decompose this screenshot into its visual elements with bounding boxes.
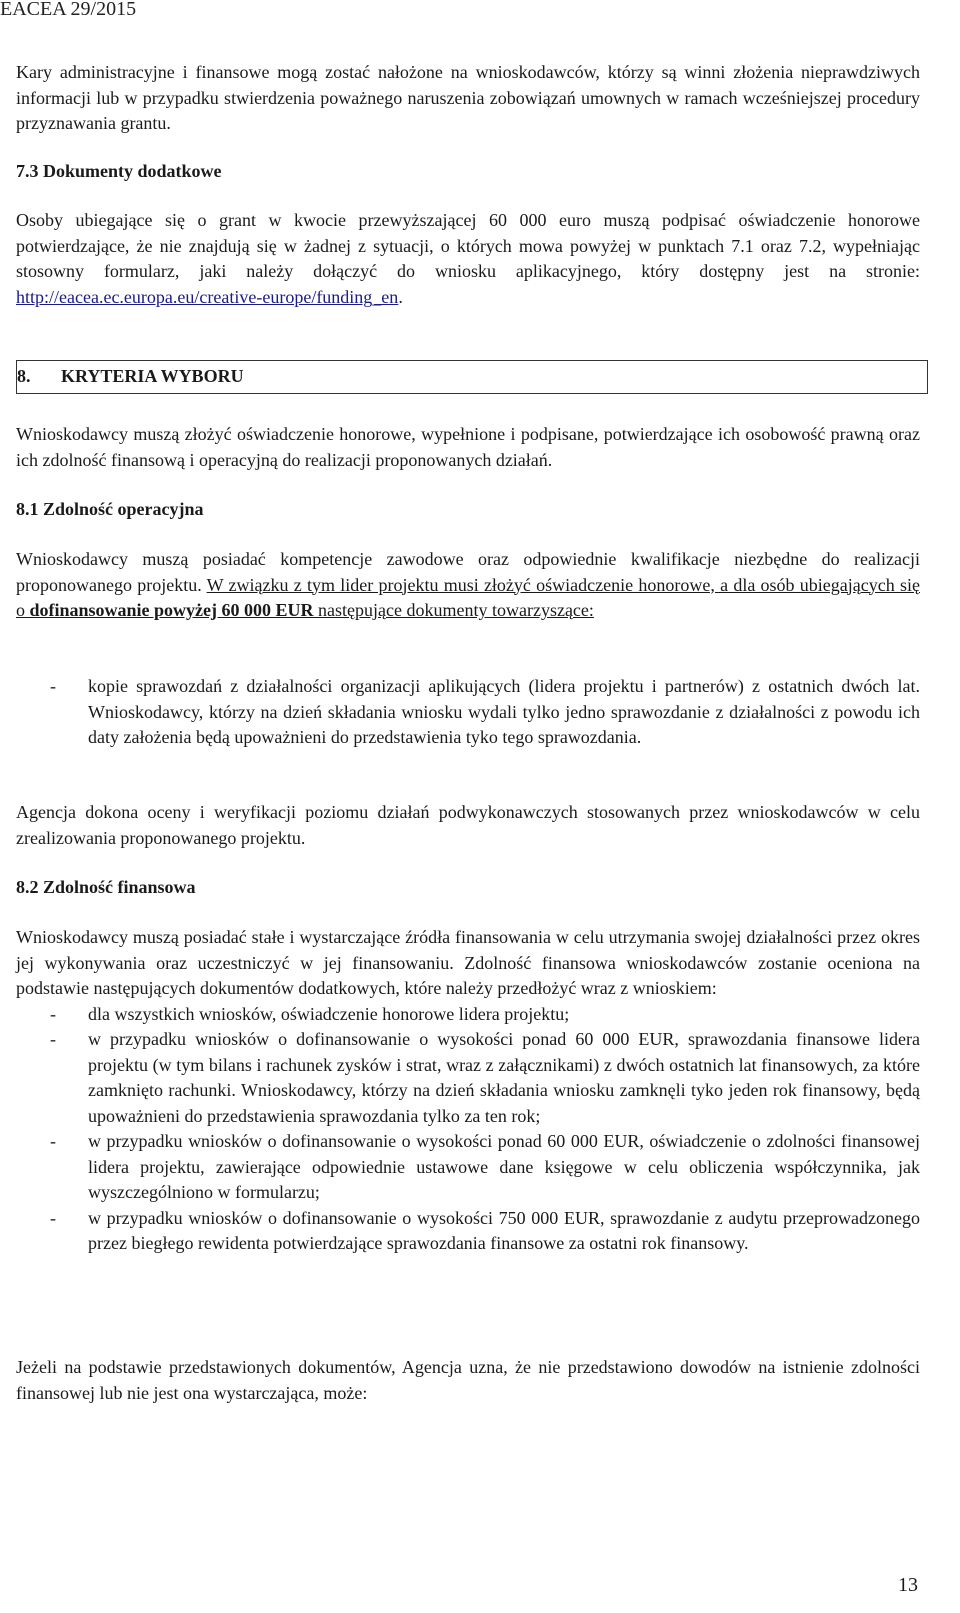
list-item: [16, 1002, 920, 1028]
funding-link[interactable]: http://eacea.ec.europa.eu/creative-europe/funding_en: [16, 286, 399, 307]
list-item-text: kopie sprawozdań z działalności organizacji aplikujących (lidera projektu i partnerów) z ostatnich dwóch lat. Wnioskodawcy, którzy na dzień składania wniosku wydali tylko jedno sprawozdanie z działalności z powodu ich daty założenia będą upoważnieni do przedstawienia tyko tego sprawozdania.: [88, 676, 920, 747]
section-7-3-paragraph: [16, 208, 920, 310]
list-item-text: w przypadku wniosków o dofinansowanie o wysokości ponad 60 000 EUR, oświadczenie o zdolności finansowej lidera projektu, zawierające odpowiednie ustawowe dane księgowe w celu obliczenia współczynnika, jak wyszczególniono w formularzu;: [88, 1131, 920, 1202]
section-8-2-list: [16, 1002, 920, 1257]
section-8-1-closing-block: [16, 800, 920, 851]
dash-marker: -: [50, 676, 56, 696]
dash-marker: -: [50, 1029, 56, 1049]
section-7-3-text: Osoby ubiegające się o grant w kwocie przewyższającej 60 000 euro muszą podpisać oświadczenie honorowe potwierdzające, że nie znajdują się w żadnej z sytuacji, o których mowa powyżej w punktach 7.1 oraz 7.2, wypełniając stosowny formularz, jaki należy dołączyć do wniosku aplikacyjnego, który dostępny jest na stronie:: [16, 210, 920, 281]
list-item: [16, 674, 920, 751]
dash-marker: -: [50, 1131, 56, 1151]
section-8-number: 8.: [17, 366, 31, 386]
section-8-paragraph: Wnioskodawcy muszą złożyć oświadczenie honorowe, wypełnione i podpisane, potwierdzające ich osobowość prawną oraz ich zdolność finansową i operacyjną do realizacji proponowanych działań.: [16, 424, 920, 470]
section-8-1-paragraph: [16, 547, 920, 624]
list-item-text: w przypadku wniosków o dofinansowanie o wysokości ponad 60 000 EUR, sprawozdania finansowe lidera projektu (w tym bilans i rachunek zysków i strat, wraz z załącznikami) z dwóch ostatnich lat finansowych, za które zamknięto rachunki. Wnioskodawcy, którzy na dzień składania wniosku zamknęli tyko jeden rok finansowy, będą upoważnieni do przedstawienia sprawozdania tylko za ten rok;: [88, 1029, 920, 1126]
section-8-title: KRYTERIA WYBORU: [61, 366, 244, 386]
section-8-1-underlined-bold: dofinansowanie powyżej 60 000 EUR: [29, 600, 314, 620]
document-reference: EACEA 29/2015: [0, 0, 137, 20]
section-7-3-heading: 7.3 Dokumenty dodatkowe: [16, 161, 222, 181]
intro-paragraph-block: [16, 60, 920, 137]
list-item: [16, 1206, 920, 1257]
section-8-header-box: [16, 360, 928, 394]
intro-paragraph: Kary administracyjne i finansowe mogą zostać nałożone na wnioskodawców, którzy są winni złożenia nieprawdziwych informacji lub w przypadku stwierdzenia poważnego naruszenia zobowiązań umownych w ramach wcześniejszej procedury przyznawania grantu.: [16, 62, 920, 133]
list-item-text: dla wszystkich wniosków, oświadczenie honorowe lidera projektu;: [88, 1003, 570, 1024]
section-8-1: [16, 497, 920, 522]
section-8-2: [16, 875, 920, 900]
list-item-text: w przypadku wniosków o dofinansowanie o wysokości 750 000 EUR, sprawozdanie z audytu przeprowadzonego przez biegłego rewidenta potwierdzające sprawozdania finansowe za ostatni rok finansowy.: [88, 1207, 920, 1253]
link-period: .: [398, 286, 403, 307]
section-8-1-heading: 8.1 Zdolność operacyjna: [16, 499, 204, 519]
list-item: [16, 1027, 920, 1129]
dash-marker: -: [50, 1207, 56, 1228]
dash-marker: -: [50, 1003, 56, 1024]
section-7-3-body: [16, 208, 920, 310]
section-8-1-body: [16, 547, 920, 624]
section-7-3: [16, 159, 920, 184]
section-8-1-closing: Agencja dokona oceny i weryfikacji poziomu działań podwykonawczych stosowanych przez wnioskodawców w celu zrealizowania proponowanego projektu.: [16, 802, 920, 848]
section-8-2-body: [16, 925, 920, 1257]
section-8-2-paragraph: Wnioskodawcy muszą posiadać stałe i wystarczające źródła finansowania w celu utrzymania swojej działalności przez okres jej wykonywania oraz uczestniczyć w jej finansowaniu. Zdolność finansowa wnioskodawców zostanie oceniona na podstawie następujących dokumentów dodatkowych, które należy przedłożyć wraz z wnioskiem:: [16, 927, 920, 998]
section-8-2-closing-block: [16, 1355, 920, 1406]
section-8-1-underlined-1: W związku z tym lider projektu musi złożyć oświadczenie honorowe, a dla osób ubiegających się o: [16, 574, 920, 620]
list-item: [16, 1129, 920, 1206]
section-8-2-closing: Jeżeli na podstawie przedstawionych dokumentów, Agencja uzna, że nie przedstawiono dowodów na istnienie zdolności finansowej lub nie jest ona wystarczająca, może:: [16, 1357, 920, 1403]
section-8-1-underlined-2: następujące dokumenty towarzyszące:: [313, 600, 594, 620]
section-8-body: [16, 422, 920, 473]
section-8-2-heading: 8.2 Zdolność finansowa: [16, 877, 196, 897]
section-8-1-list: [16, 674, 920, 751]
section-8-1-text: Wnioskodawcy muszą posiadać kompetencje zawodowe oraz odpowiednie kwalifikacje niezbędne do realizacji proponowanego projektu.: [16, 549, 920, 595]
page-number: 13: [898, 1574, 918, 1596]
